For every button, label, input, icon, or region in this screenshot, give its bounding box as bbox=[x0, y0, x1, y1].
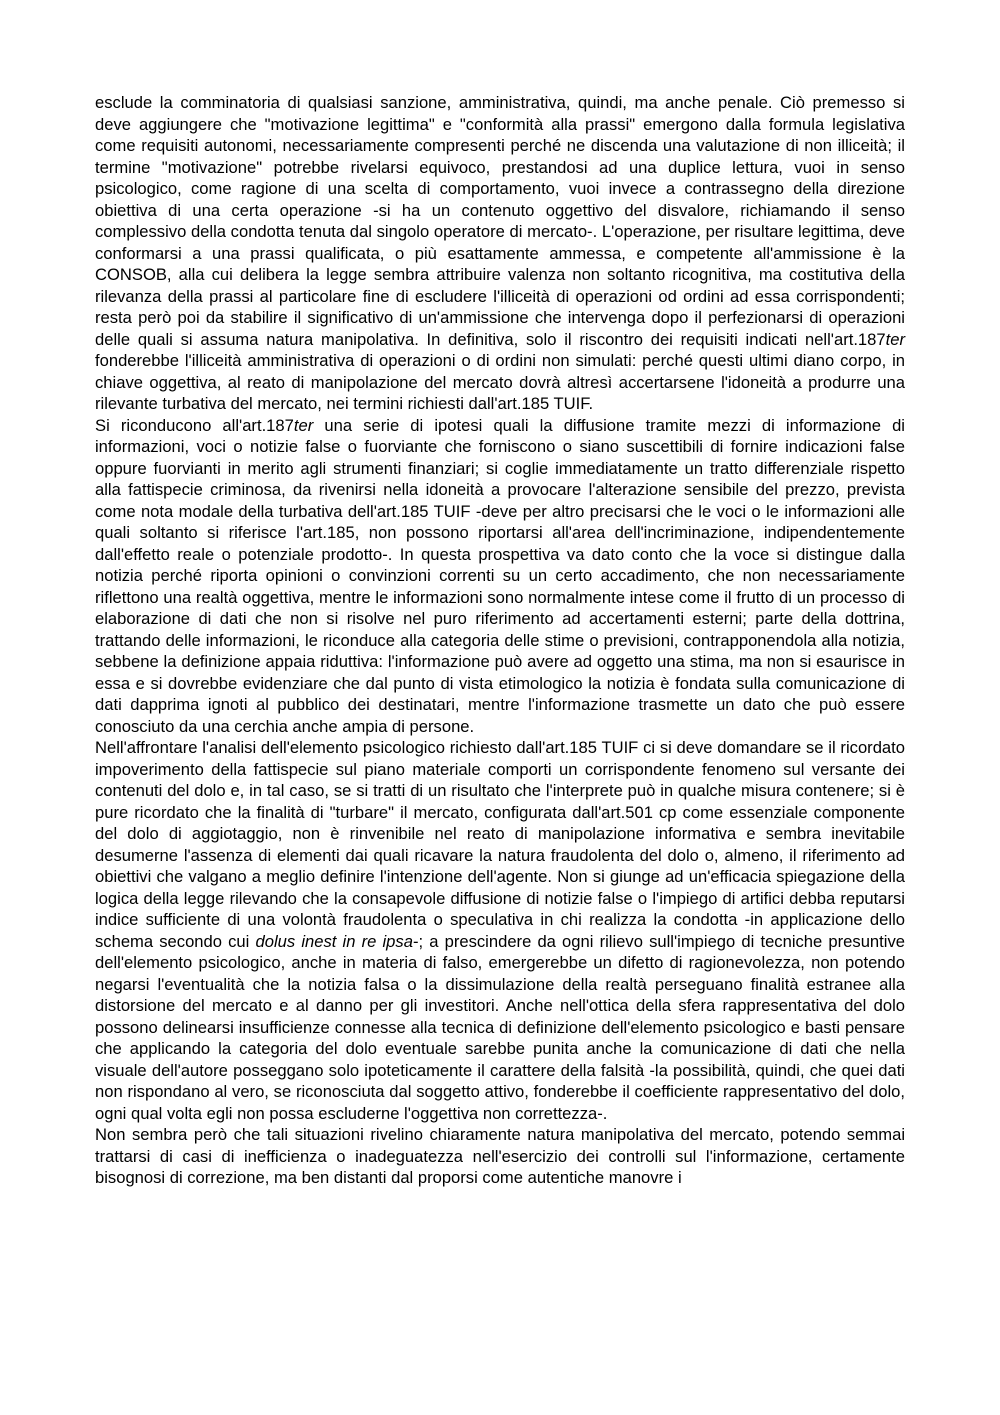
text-segment: Si riconducono all'art.187 bbox=[95, 415, 294, 435]
paragraph-1 bbox=[95, 92, 905, 415]
text-segment: esclude la comminatoria di qualsiasi sanzione, amministrativa, quindi, ma anche penale. Ciò premesso si deve aggiungere che "motivazione legittima" e "conformità alla prassi" emergono dalla formula legislativa come requisiti autonomi, necessariamente compresenti perché ne discenda una valutazione di non illiceità; il termine "motivazione" potrebbe rivelarsi equivoco, prestandosi ad una duplice lettura, vuoi in senso psicologico, come ragione di una scelta di comportamento, vuoi invece a contrassegno della direzione obiettiva di una certa operazione -si ha un contenuto oggettivo del disvalore, richiamando il senso complessivo della condotta tenuta dal singolo operatore di mercato-. L'operazione, per risultare legittima, deve conformarsi a una prassi qualificata, o più esattamente ammessa, e competente all'ammissione è la CONSOB, alla cui delibera la legge sembra attribuire valenza non soltanto ricognitiva, ma costitutiva della rilevanza della prassi al particolare fine di escludere l'illiceità di operazioni od ordini ad essa corrispondenti; resta però poi da stabilire il significativo di un'ammissione che intervenga dopo il perfezionarsi di operazioni delle quali si assuma natura manipolativa. In definitiva, solo il riscontro dei requisiti indicati nell'art.187 bbox=[95, 93, 905, 349]
document-page bbox=[95, 92, 905, 1189]
text-segment: una serie di ipotesi quali la diffusione tramite mezzi di informazione di informazioni, voci o notizie false o fuorviante che forniscono o siano suscettibili di fornire indicazioni false oppure fuorvianti in merito agli strumenti finanziari; si coglie immediatamente un tratto differenziale rispetto alla fattispecie criminosa, da rivenirsi nella idoneità a provocare l'alterazione sensibile del prezzo, prevista come nota modale della turbativa dell'art.185 TUIF -deve per altro precisarsi che le voci o le informazioni alle quali soltanto si riferisce l'art.185, non possono riportarsi all'area dell'incriminazione, indipendentemente dall'effetto reale o potenziale prodotto-. In questa prospettiva va dato conto che la voce si distingue dalla notizia perché riporta opinioni o convinzioni correnti su un certo accadimento, che non necessariamente riflettono una realtà oggettiva, mentre le informazioni sono normalmente intese come il frutto di un processo di elaborazione di dati che non si risolve nel puro riferimento ad accertamenti esterni; parte della dottrina, trattando delle informazioni, le riconduce alla categoria delle stime o previsioni, contrapponendola alla notizia, sebbene la definizione appaia riduttiva: l'informazione può avere ad oggetto una stima, ma non si esaurisce in essa e si dovrebbe evidenziare che dal punto di vista etimologico la notizia è fondata sulla comunicazione di dati dapprima ignoti al pubblico dei destinatari, mentre l'informazione trasmette un dato che può essere conosciuto da una cerchia anche ampia di persone. bbox=[95, 415, 905, 736]
text-segment: Nell'affrontare l'analisi dell'elemento psicologico richiesto dall'art.185 TUIF ci si deve domandare se il ricordato impoverimento della fattispecie sul piano materiale comporti un corrispondente fenomeno sul versante dei contenuti del dolo e, in tal caso, se si tratti di un risultato che l'interprete può in qualche misura contenere; si è pure ricordato che la finalità di "turbare" il mercato, configurata dall'art.501 cp come essenziale componente del dolo di aggiotaggio, non è rinvenibile nel reato di manipolazione informativa e sembra inevitabile desumerne l'assenza di elementi dai quali ricavare la natura fraudolenta del dolo o, almeno, il riferimento ad obiettivi che valgano a meglio definire l'intenzione dell'agente. Non si giunge ad un'efficacia spiegazione della logica della legge rilevando che la consapevole diffusione di notizie false o l'impiego di artifici debba reputarsi indice sufficiente di una volontà fraudolenta o speculativa in chi realizza la condotta -in applicazione dello schema secondo cui bbox=[95, 738, 905, 951]
italic-segment: ter bbox=[885, 329, 905, 349]
paragraph-4 bbox=[95, 1124, 905, 1189]
text-segment: Non sembra però che tali situazioni rivelino chiaramente natura manipolativa del mercato, potendo semmai trattarsi di casi di inefficienza o inadeguatezza nell'esercizio dei controlli sul l'informazione, certamente bisognosi di correzione, ma ben distanti dal proporsi come autentiche manovre i bbox=[95, 1125, 905, 1187]
italic-segment: ter bbox=[293, 415, 314, 435]
text-segment: fonderebbe l'illiceità amministrativa di operazioni o di ordini non simulati: perché questi ultimi diano corpo, in chiave oggettiva, al reato di manipolazione del mercato dovrà altresì accertarsene l'idoneità a produrre una rilevante turbativa del mercato, nei termini richiesti dall'art.185 TUIF. bbox=[95, 351, 905, 413]
paragraph-3 bbox=[95, 737, 905, 1124]
paragraph-2 bbox=[95, 415, 905, 738]
text-segment: -; a prescindere da ogni rilievo sull'impiego di tecniche presuntive dell'elemento psicologico, anche in materia di falso, emergerebbe un difetto di ragionevolezza, non potendo negarsi l'eventualità che la notizia falsa o la dissimulazione della realtà perseguano finalità estranee alla distorsione del mercato e al danno per gli investitori. Anche nell'ottica della sfera rappresentativa del dolo possono delinearsi insufficienze connesse alla tecnica di definizione dell'elemento psicologico e basti pensare che applicando la categoria del dolo eventuale sarebbe punita anche la comunicazione di dati che nella visuale dell'autore posseggano solo ipoteticamente il carattere della falsità -la possibilità, quindi, che quei dati non rispondano al vero, se riconosciuta dal soggetto attivo, fonderebbe il coefficiente rappresentativo del dolo, ogni qual volta egli non possa escluderne l'oggettiva non correttezza-. bbox=[95, 931, 905, 1123]
italic-segment: dolus inest in re ipsa bbox=[255, 931, 413, 951]
